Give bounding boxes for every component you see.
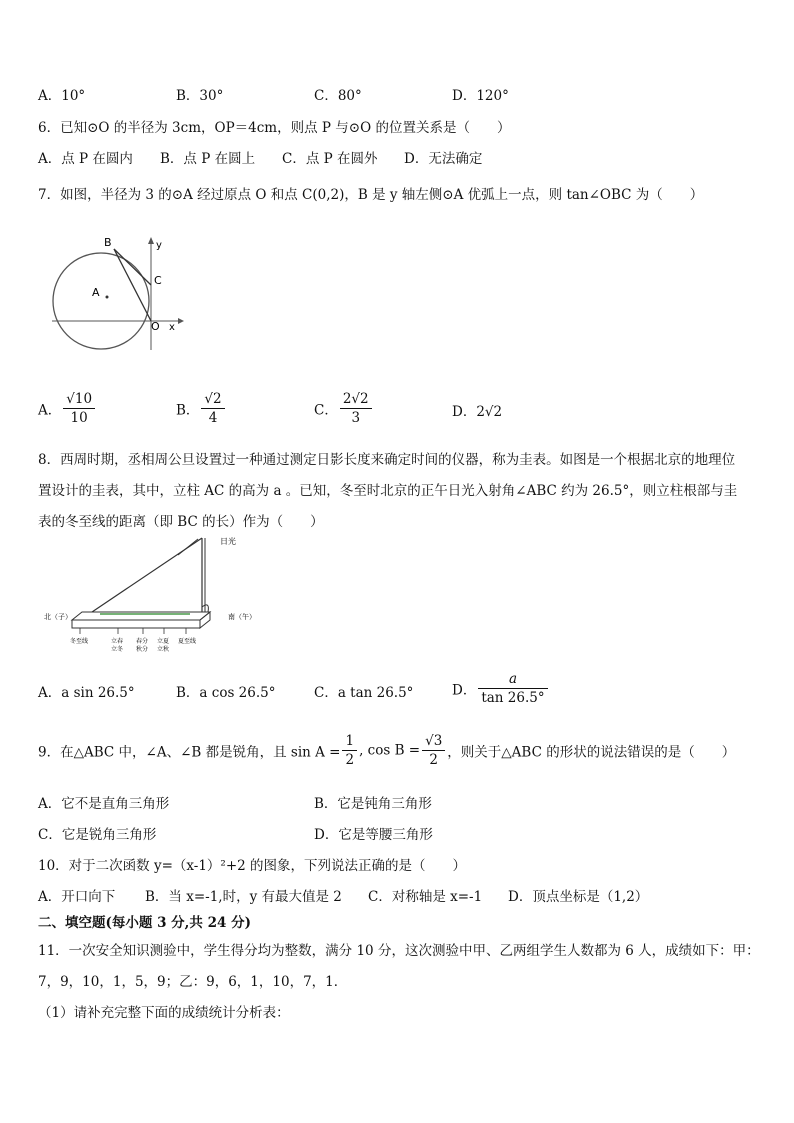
tick-label-2b: 立冬 [111, 646, 124, 653]
q9-stem-pre: 9．在△ABC 中，∠A、∠B 都是锐角，且 sin A = [38, 744, 341, 761]
q9-stem-post: ，则关于△ABC 的形状的说法错误的是（ ） [447, 744, 736, 761]
x-axis-arrow [178, 318, 184, 324]
q7-option-c-num: 2√2 [340, 390, 372, 409]
q11-sub-1: （1）请补充完整下面的成绩统计分析表： [38, 1005, 290, 1021]
q8-option-a: A．a sin 26.5° [38, 685, 135, 701]
q8-option-d [452, 670, 550, 707]
q7-option-b [176, 390, 227, 427]
tick-label-4b: 立秋 [157, 646, 170, 653]
north-label: 北（子） [44, 613, 72, 621]
q8-option-d-den: tan 26.5° [481, 690, 545, 706]
sunlight-leader [178, 539, 198, 555]
q9-option-c: C．它是锐角三角形 [38, 827, 157, 843]
gnomon-top [72, 612, 210, 620]
q8-option-b: B．a cos 26.5° [176, 685, 276, 701]
point-a [106, 296, 109, 299]
section-title: 二、填空题(每小题 3 分,共 24 分) [38, 915, 251, 931]
q9-sin-num: 1 [342, 732, 357, 751]
q4-option-b: B．30° [176, 88, 224, 104]
south-label: 南（午） [228, 613, 256, 621]
q8-figure [40, 535, 270, 660]
q7-option-b-label: B． [176, 402, 200, 419]
q11-line-2: 7，9，10，1，5，9；乙：9，6，1，10，7，1． [38, 974, 348, 990]
q7-option-b-den: 4 [208, 410, 218, 426]
q6-option-d: D．无法确定 [404, 151, 483, 167]
q7-option-a-label: A． [38, 402, 62, 419]
q6-option-a: A．点 P 在圆内 [38, 151, 133, 167]
label-y: y [156, 240, 162, 251]
label-c: C [154, 274, 162, 287]
q7-option-a-den: 10 [70, 410, 88, 426]
y-axis-arrow [148, 237, 154, 244]
q8-line-1: 8．西周时期，丞相周公旦设置过一种通过测定日影长度来确定时间的仪器，称为圭表。如图是一个根据北京的地理位 [38, 452, 736, 468]
tick-label-5: 夏至线 [178, 638, 197, 645]
q9-stem-mid: , cos B = [359, 742, 421, 759]
q7-option-c-den: 3 [351, 410, 361, 426]
tick-label-3a: 春分 [136, 638, 149, 645]
q8-option-d-num: a [478, 670, 547, 689]
q9-sin-den: 2 [345, 752, 355, 768]
gnomon-end [200, 612, 210, 628]
q10-option-d: D．顶点坐标是（1,2） [508, 889, 649, 905]
circle-a [53, 253, 149, 349]
tick-label-3b: 秋分 [136, 646, 149, 653]
q4-option-a: A．10° [38, 88, 86, 104]
q10-option-c: C．对称轴是 x=-1 [368, 889, 483, 905]
q8-option-d-label: D． [452, 682, 477, 699]
q7-stem: 7．如图，半径为 3 的⊙A 经过原点 O 和点 C(0,2)，B 是 y 轴左侧⊙A 优弧上一点，则 tan∠OBC 为（ ） [38, 187, 704, 203]
q8-line-2: 置设计的圭表，其中，立柱 AC 的高为 a 。已知，冬至时北京的正午日光入射角∠ABC 约为 26.5°，则立柱根部与圭 [38, 483, 738, 499]
q7-option-c [314, 390, 374, 427]
segment-bc [114, 249, 151, 285]
q7-option-a-num: √10 [63, 390, 95, 409]
q6-option-c: C．点 P 在圆外 [282, 151, 378, 167]
q7-option-b-num: √2 [201, 390, 224, 409]
q9-option-d: D．它是等腰三角形 [314, 827, 433, 843]
tick-label-1: 冬至线 [70, 638, 89, 645]
label-a: A [92, 286, 100, 299]
sunlight-label: 日光 [220, 537, 236, 546]
label-x: x [169, 322, 175, 333]
q7-figure [50, 232, 190, 362]
q4-option-d: D．120° [452, 88, 509, 104]
q7-option-d: D．2√2 [452, 404, 503, 420]
tick-label-2a: 立春 [111, 638, 124, 645]
q7-option-a [38, 390, 97, 427]
q9-cos-den: 2 [429, 752, 438, 768]
q6-stem: 6．已知⊙O 的半径为 3cm，OP＝4cm，则点 P 与⊙O 的位置关系是（ ） [38, 120, 511, 136]
segment-bo [114, 249, 151, 321]
q8-line-3: 表的冬至线的距离（即 BC 的长）作为（ ） [38, 514, 324, 530]
q9-option-a: A．它不是直角三角形 [38, 796, 170, 812]
q9-stem [38, 732, 735, 769]
q4-option-c: C．80° [314, 88, 362, 104]
q9-option-b: B．它是钝角三角形 [314, 796, 432, 812]
label-o: O [151, 320, 160, 333]
gnomon-side [72, 620, 200, 628]
label-b: B [104, 236, 112, 249]
tick-label-4a: 立夏 [157, 638, 170, 645]
q7-option-c-label: C． [314, 402, 338, 419]
q10-option-b: B．当 x=-1,时，y 有最大值是 2 [145, 889, 342, 905]
q6-option-b: B．点 P 在圆上 [160, 151, 256, 167]
q11-line-1: 11．一次安全知识测验中，学生得分均为整数，满分 10 分，这次测验中甲、乙两组学生人数都为 6 人，成绩如下：甲： [38, 943, 760, 959]
q9-cos-num: √3 [422, 732, 445, 751]
q10-stem: 10．对于二次函数 y=（x-1）²+2 的图象，下列说法正确的是（ ） [38, 858, 467, 874]
q10-option-a: A．开口向下 [38, 889, 116, 905]
q8-option-c: C．a tan 26.5° [314, 685, 414, 701]
